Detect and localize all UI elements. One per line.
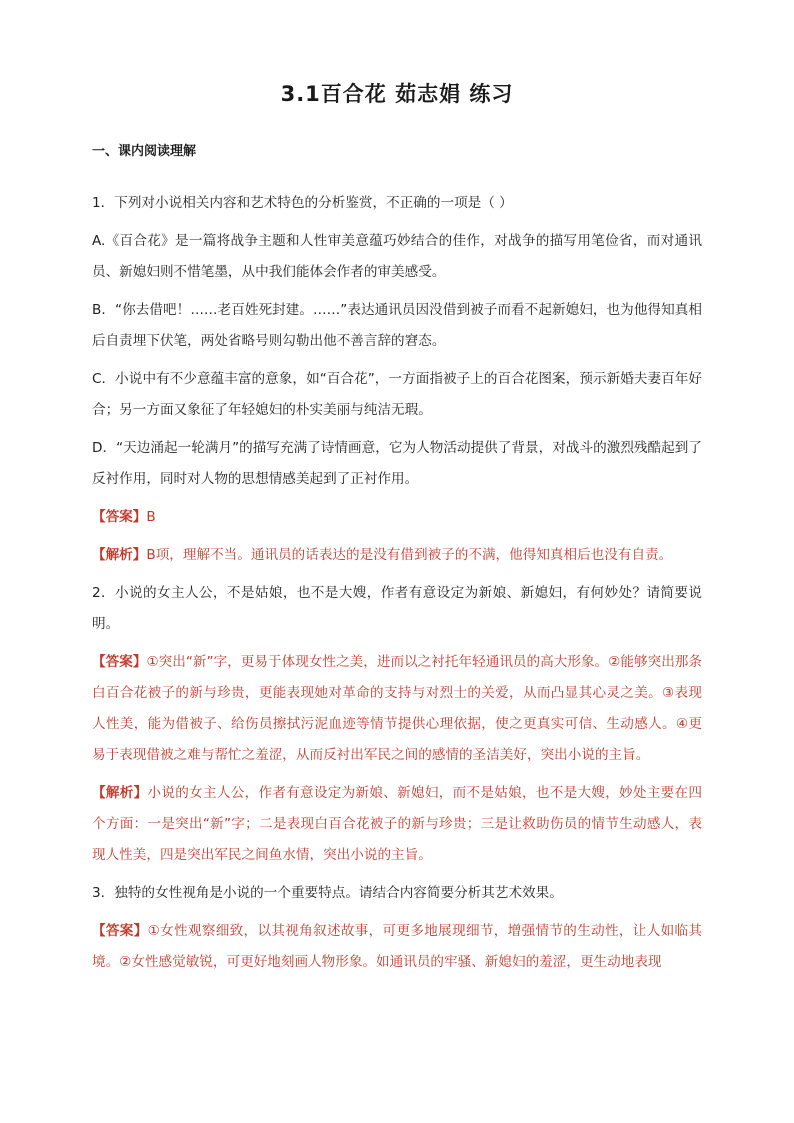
document-title: 3.1百合花 茹志娟 练习 [280,82,514,106]
question-2-answer [92,647,702,771]
question-1-option-b: B．“你去借吧！……老百姓死封建。……”表达通讯员因没借到被子而看不起新媳妇，也为他得知真相后自责埋下伏笔，两处省略号则勾勒出他不善言辞的窘态。 [92,302,702,349]
question-2-analysis [92,778,702,871]
question-1-option-a: A.《百合花》是一篇将战争主题和人性审美意蕴巧妙结合的佳作，对战争的描写用笔俭省，而对通讯员、新媳妇则不惜笔墨，从中我们能体会作者的审美感受。 [92,233,702,280]
answer-tag: 【答案】 [92,654,147,670]
section-heading: 一、课内阅读理解 [92,144,197,159]
answer-text: ①突出“新”字，更易于体现女性之美，进而以之衬托年轻通讯员的高大形象。②能够突出那条白百合花被子的新与珍贵，更能表现她对革命的支持与对烈士的关爱，从而凸显其心灵之美。③表现人性美，能为借被子、给伤员擦拭污泥血迹等情节提供心理依据，使之更真实可信、生动感人。④更易于表现借被之难与帮忙之羞涩，从而反衬出军民之间的感情的圣洁美好，突出小说的主旨。 [92,654,702,763]
question-3-stem: 3．独特的女性视角是小说的一个重要特点。请结合内容简要分析其艺术效果。 [92,885,563,901]
analysis-tag: 【解析】 [92,547,147,563]
question-3-answer [92,916,702,978]
question-2-stem: 2．小说的女主人公，不是姑娘，也不是大嫂，作者有意设定为新娘、新媳妇，有何妙处？请简要说明。 [92,585,702,632]
answer-tag: 【答案】 [92,923,148,939]
answer-text: ①女性观察细致，以其视角叙述故事，可更多地展现细节，增强情节的生动性，让人如临其境。②女性感觉敏锐，可更好地刻画人物形象。如通讯员的牢骚、新媳妇的羞涩，更生动地表现 [92,923,703,970]
question-1-stem: 1．下列对小说相关内容和艺术特色的分析鉴赏，不正确的一项是（ ） [92,195,513,211]
analysis-text: B项，理解不当。通讯员的话表达的是没有借到被子的不满，他得知真相后也没有自责。 [146,547,673,563]
question-1-answer [92,502,702,533]
question-1-analysis [92,540,702,571]
analysis-text: 小说的女主人公，作者有意设定为新娘、新媳妇，而不是姑娘，也不是大嫂，妙处主要在四个方面：一是突出“新”字；二是表现白百合花被子的新与珍贵；三是让救助伤员的情节生动感人，表现人性美，四是突出军民之间鱼水情，突出小说的主旨。 [92,785,703,863]
answer-tag: 【答案】 [92,509,147,525]
question-1-option-c: C．小说中有不少意蕴丰富的意象，如“百合花”，一方面指被子上的百合花图案，预示新婚夫妻百年好合；另一方面又象征了年轻媳妇的朴实美丽与纯洁无瑕。 [92,371,702,418]
answer-text: B [146,509,156,525]
analysis-tag: 【解析】 [92,785,148,801]
question-1-option-d: D．“天边涌起一轮满月”的描写充满了诗情画意，它为人物活动提供了背景，对战斗的激烈残酷起到了反衬作用，同时对人物的思想情感美起到了正衬作用。 [92,440,702,487]
